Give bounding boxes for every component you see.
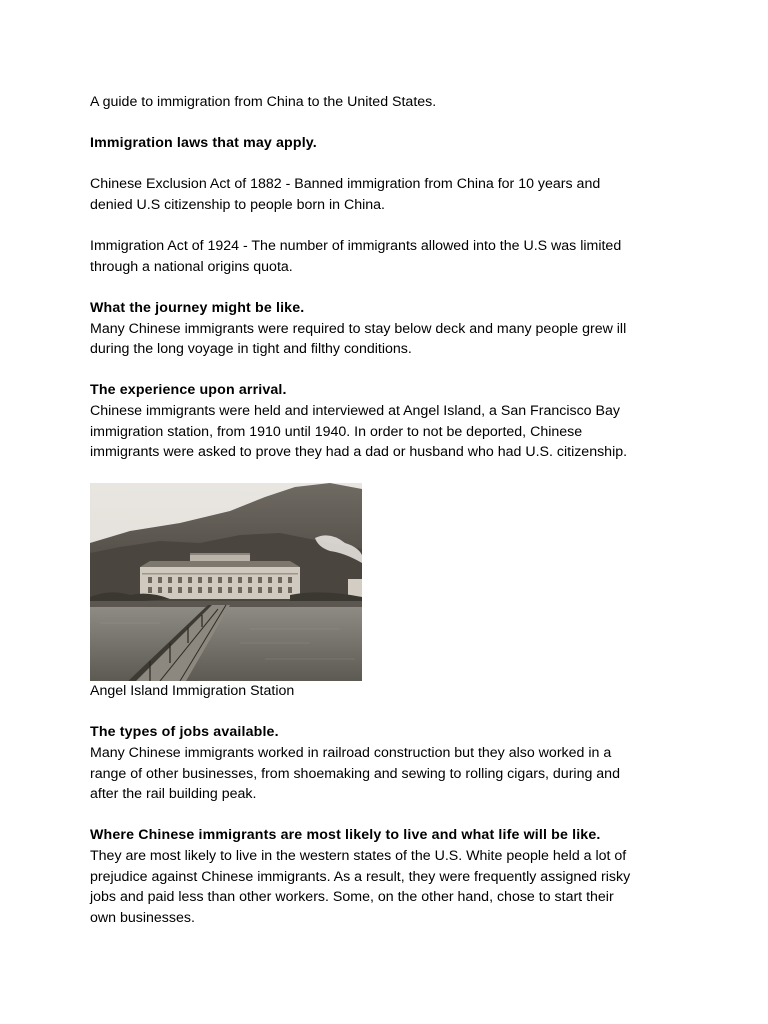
journey-line-2: during the long voyage in tight and filthy conditions. bbox=[90, 341, 412, 358]
spacer bbox=[90, 113, 678, 134]
act-1882-line-1: Chinese Exclusion Act of 1882 - Banned immigration from China for 10 years and bbox=[90, 176, 601, 193]
act-1924-line-2: through a national origins quota. bbox=[90, 258, 293, 275]
jobs-heading: The types of jobs available. bbox=[90, 724, 279, 741]
spacer bbox=[90, 216, 678, 237]
arrival-line-2: immigration station, from 1910 until 1940. In order to not be deported, Chinese bbox=[90, 423, 583, 440]
life-heading: Where Chinese immigrants are most likely to live and what life will be like. bbox=[90, 827, 601, 844]
arrival-line-1: Chinese immigrants were held and interviewed at Angel Island, a San Francisco Bay bbox=[90, 402, 620, 419]
photo-caption: Angel Island Immigration Station bbox=[90, 683, 295, 700]
life-line-3: jobs and paid less than other workers. Some, on the other hand, chose to start their bbox=[90, 889, 614, 906]
arrival-heading: The experience upon arrival. bbox=[90, 382, 287, 399]
life-line-2: prejudice against Chinese immigrants. As a result, they were frequently assigned risky bbox=[90, 868, 631, 885]
life-line-1: They are most likely to live in the western states of the U.S. White people held a lot of bbox=[90, 848, 627, 865]
spacer bbox=[90, 277, 678, 298]
jobs-line-2: range of other businesses, from shoemaking and sewing to rolling cigars, during and bbox=[90, 765, 620, 782]
document-body bbox=[90, 92, 678, 928]
journey-line-1: Many Chinese immigrants were required to stay below deck and many people grew ill bbox=[90, 320, 627, 337]
spacer bbox=[90, 805, 678, 826]
spacer bbox=[90, 702, 678, 723]
act-1924-line-1: Immigration Act of 1924 - The number of immigrants allowed into the U.S was limited bbox=[90, 238, 622, 255]
spacer bbox=[90, 154, 678, 175]
jobs-line-1: Many Chinese immigrants worked in railroad construction but they also worked in a bbox=[90, 745, 612, 762]
jobs-line-3: after the rail building peak. bbox=[90, 786, 257, 803]
journey-heading: What the journey might be like. bbox=[90, 299, 305, 316]
spacer bbox=[90, 360, 678, 381]
intro-text: A guide to immigration from China to the United States. bbox=[90, 94, 437, 110]
spacer bbox=[90, 463, 678, 484]
life-line-4: own businesses. bbox=[90, 909, 195, 926]
angel-island-photo bbox=[90, 483, 362, 681]
arrival-line-3: immigrants were asked to prove they had a dad or husband who had U.S. citizenship. bbox=[90, 444, 628, 461]
act-1882-line-2: denied U.S citizenship to people born in China. bbox=[90, 196, 385, 213]
laws-heading: Immigration laws that may apply. bbox=[90, 135, 317, 152]
